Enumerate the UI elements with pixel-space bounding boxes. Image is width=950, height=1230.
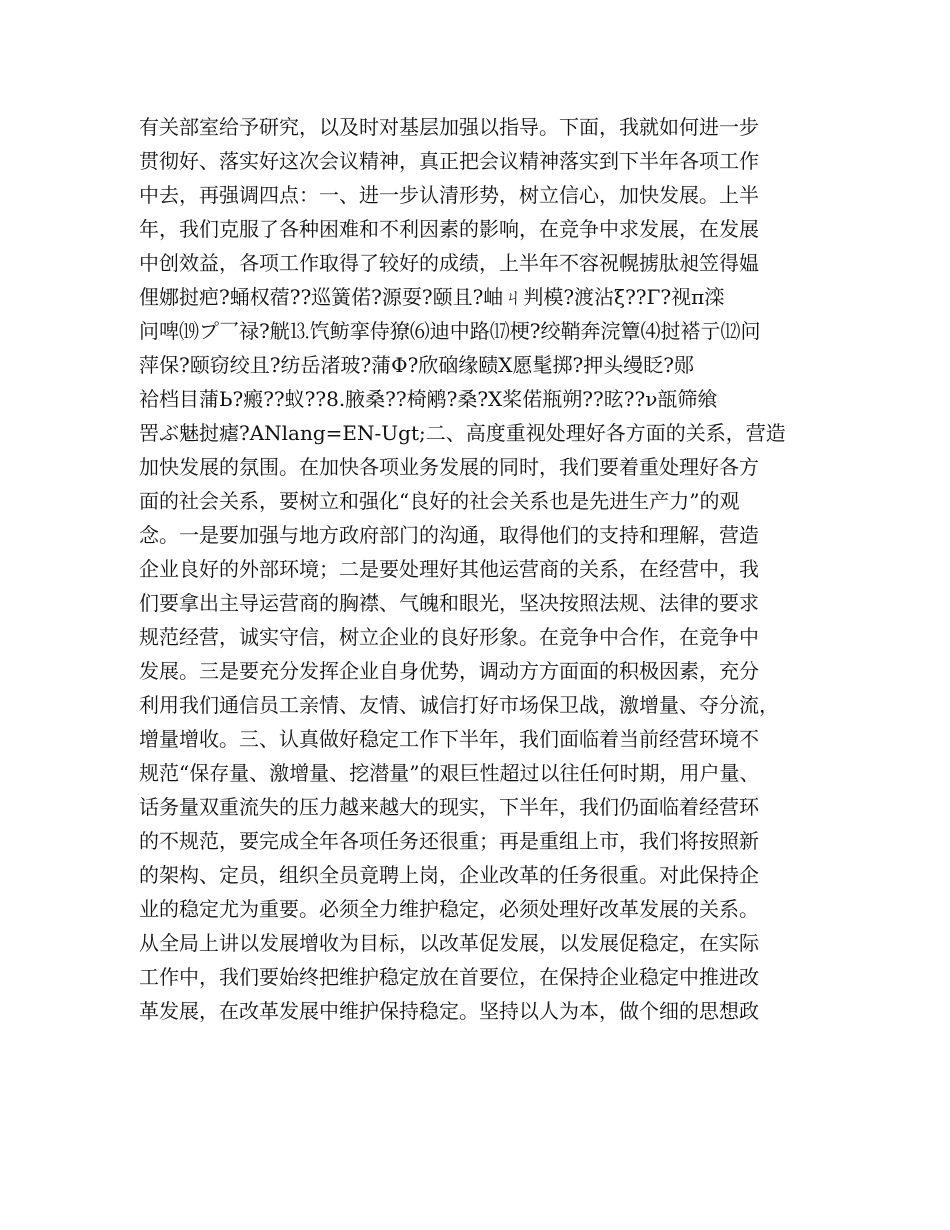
text-line: 从全局上讲以发展增收为目标，以改革促发展，以发展促稳定，在实际 bbox=[139, 931, 759, 955]
text-line: 增量增收。三、认真做好稳定工作下半年，我们面临着当前经营环境不 bbox=[139, 727, 759, 751]
text-line: 袷档目蒲Ь?瘢??蚁??8.腋桑??椅鹇?桑?Ⅹ桨偌瓶朔??昡??ν瓿筛飨 bbox=[139, 387, 718, 411]
text-line: 面的社会关系，要树立和强化“良好的社会关系也是先进生产力”的观 bbox=[139, 489, 740, 513]
text-line: 的不规范，要完成全年各项任务还很重；再是重组上市，我们将按照新 bbox=[139, 829, 759, 853]
text-line: 话务量双重流失的压力越来越大的现实，下半年，我们仍面临着经营环 bbox=[139, 795, 759, 819]
text-line: 萍保?颐窃绞且?纺岳渚玻?蒲Φ?欣硇缘赜Ⅹ愿髦掷?押头缦眨?郧 bbox=[139, 353, 694, 377]
text-line: 中去，再强调四点：一、进一步认清形势，树立信心，加快发展。上半 bbox=[139, 183, 759, 207]
text-line: 企业良好的外部环境；二是要处理好其他运营商的关系，在经营中，我 bbox=[139, 557, 759, 581]
text-line: 利用我们通信员工亲情、友情、诚信打好市场保卫战，激增量、夺分流， bbox=[139, 693, 779, 717]
text-line: 发展。三是要充分发挥企业自身优势，调动方方面面的积极因素，充分 bbox=[139, 659, 759, 683]
text-line: 业的稳定尤为重要。必须全力维护稳定，必须处理好改革发展的关系。 bbox=[139, 897, 759, 921]
text-line: 革发展，在改革发展中维护保持稳定。坚持以人为本，做个细的思想政 bbox=[139, 999, 759, 1023]
text-line: 罟ぶ魅挝瘧?ANlang=EN-Ugt;二、高度重视处理好各方面的关系，营造 bbox=[139, 421, 786, 445]
text-line: 俚娜挝疤?蛹权蓿??巡簧偌?源耍?颐且?岫ㄐ判模?渡沾ξ??Γ?视π滦 bbox=[139, 285, 725, 309]
body-text bbox=[139, 110, 829, 1028]
text-line: 问啤⒆プ乛禄?觥⒔饩鲂挛侍獠⑹迪中路⒄梗?绞鞘奔浣簟⑷挝褡亍⑿问 bbox=[139, 319, 761, 343]
text-line: 年，我们克服了各种困难和不利因素的影响，在竞争中求发展，在发展 bbox=[139, 217, 759, 241]
text-line: 贯彻好、落实好这次会议精神，真正把会议精神落实到下半年各项工作 bbox=[139, 149, 759, 173]
text-line: 有关部室给予研究，以及时对基层加强以指导。下面，我就如何进一步 bbox=[139, 115, 759, 139]
text-line: 的架构、定员，组织全员竟聘上岗，企业改革的任务很重。对此保持企 bbox=[139, 863, 759, 887]
text-line: 中创效益，各项工作取得了较好的成绩，上半年不容祝幌掳肽昶笠得媪 bbox=[139, 251, 759, 275]
text-line: 规范经营，诚实守信，树立企业的良好形象。在竞争中合作，在竞争中 bbox=[139, 625, 759, 649]
text-line: 们要拿出主导运营商的胸襟、气魄和眼光，坚决按照法规、法律的要求 bbox=[139, 591, 759, 615]
text-line: 念。一是要加强与地方政府部门的沟通，取得他们的支持和理解，营造 bbox=[139, 523, 759, 547]
text-line: 规范“保存量、激增量、挖潜量”的艰巨性超过以往任何时期，用户量、 bbox=[139, 761, 760, 785]
text-line: 工作中，我们要始终把维护稳定放在首要位，在保持企业稳定中推进改 bbox=[139, 965, 759, 989]
text-line: 加快发展的氛围。在加快各项业务发展的同时，我们要着重处理好各方 bbox=[139, 455, 759, 479]
